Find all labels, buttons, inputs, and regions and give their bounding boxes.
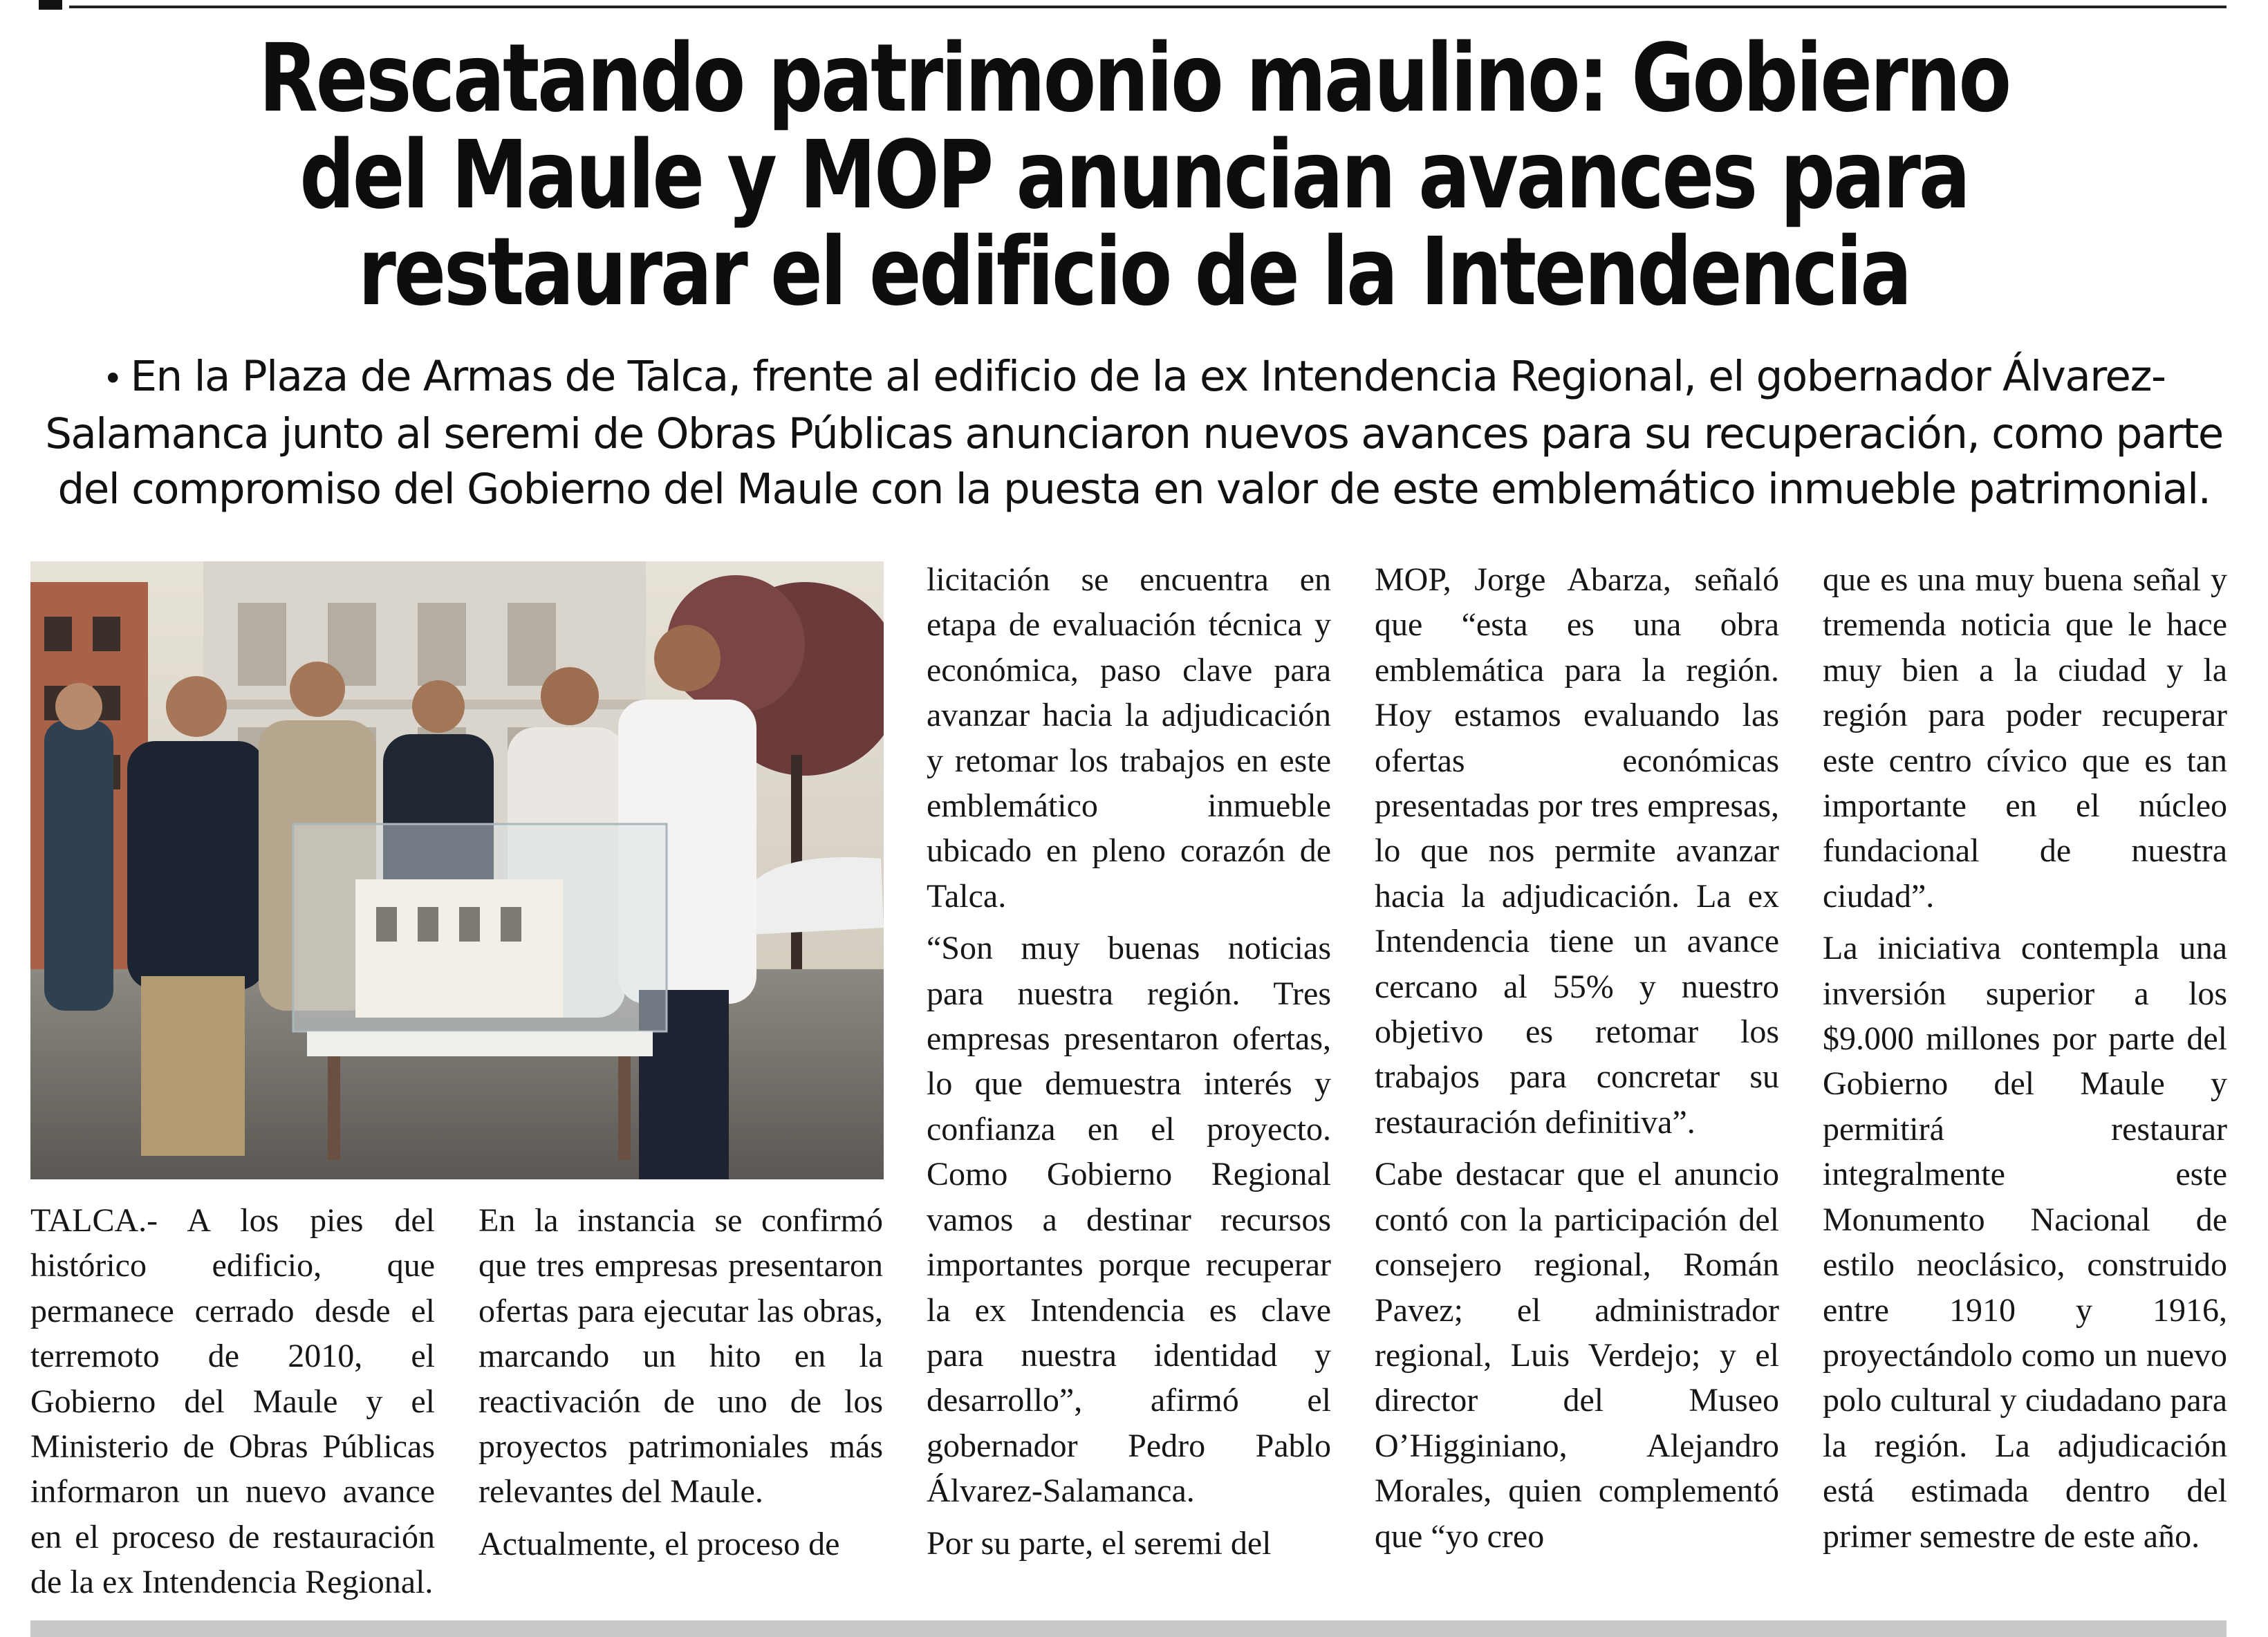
body-column-3 xyxy=(927,557,1331,1573)
paragraph: “Son muy buenas noticias para nuestra región. Tres empresas presentaron ofertas, lo que demuestra interés y confianza en el proyecto. Como Gobierno Regional vamos a destinar recursos importantes porque recuperar la ex Intendencia es clave para nuestra identidad y desarrollo”, afirmó el gobernador Pedro Pablo Álvarez-Salamanca. xyxy=(927,930,1331,1510)
paragraph: Por su parte, el seremi del xyxy=(927,1524,1272,1562)
paragraph: En la instancia se confirmó que tres empresas presentaron ofertas para ejecutar las obras, marcando un hito en la reactivación de uno de los proyectos patrimoniales más relevantes del Maule. xyxy=(478,1202,883,1510)
paragraph: licitación se encuentra en etapa de evaluación técnica y económica, paso clave para avanzar hacia la adjudicación y retomar los trabajos en este emblemático inmueble ubicado en pleno corazón de Talca. xyxy=(927,561,1331,915)
lead-paragraph xyxy=(33,349,2235,517)
body-column-1 xyxy=(30,1198,435,1612)
paragraph: TALCA.- A los pies del histórico edificio, que permanece cerrado desde el terremoto de 2010, el Gobierno del Maule y el Ministerio de Obras Públicas informaron un nuevo avance en el proceso de restauración de la ex Intendencia Regional. xyxy=(30,1202,435,1601)
lead-bullet: • xyxy=(102,359,122,400)
headline: Rescatando patrimonio maulino: Gobierno del Maule y MOP anuncian avances para restaurar el edificio de la Intendencia xyxy=(259,24,2009,327)
page-corner-mark xyxy=(39,0,62,10)
paragraph: que es una muy buena señal y tremenda noticia que le hace muy bien a la ciudad y la región para poder recuperar este centro cívico que es tan importante en el núcleo fundacional de nuestra ciudad”. xyxy=(1823,561,2227,915)
body-column-5 xyxy=(1823,557,2227,1566)
event-photo xyxy=(30,561,884,1179)
paragraph: Cabe destacar que el anuncio contó con la participación del consejero regional, Román Pavez; el administrador regional, Luis Verdejo; y el director del Museo O’Higginiano, Alejandro Morales, quien complementó que “yo creo xyxy=(1375,1156,1779,1555)
lead-text: En la Plaza de Armas de Talca, frente al edificio de la ex Intendencia Regional, el gobernador Álvarez-Salamanca junto al seremi de Obras Públicas anunciaron nuevos avances para su recuperación, como parte del compromiso del Gobierno del Maule con la puesta en valor de este emblemático inmueble patrimonial. xyxy=(45,352,2223,514)
paragraph: La iniciativa contempla una inversión superior a los $9.000 millones por parte del Gobierno del Maule y permitirá restaurar integralmente este Monumento Nacional de estilo neoclásico, construido entre 1910 y 1916, proyectándolo como un nuevo polo cultural y ciudadano para la región. La adjudicación está estimada dentro del primer semestre de este año. xyxy=(1823,930,2227,1555)
body-column-2 xyxy=(478,1198,883,1573)
top-rule xyxy=(69,6,2227,8)
paragraph: Actualmente, el proceso de xyxy=(478,1525,840,1562)
paragraph: MOP, Jorge Abarza, señaló que “esta es una obra emblemática para la región. Hoy estamos evaluando las ofertas económicas presentadas por tres empresas, lo que nos permite avanzar hacia la adjudicación. La ex Intendencia tiene un avance cercano al 55% y nuestro objetivo es retomar los trabajos para concretar su restauración definitiva”. xyxy=(1375,561,1779,1141)
body-column-4 xyxy=(1375,557,1779,1566)
bottom-rule xyxy=(30,1620,2227,1637)
